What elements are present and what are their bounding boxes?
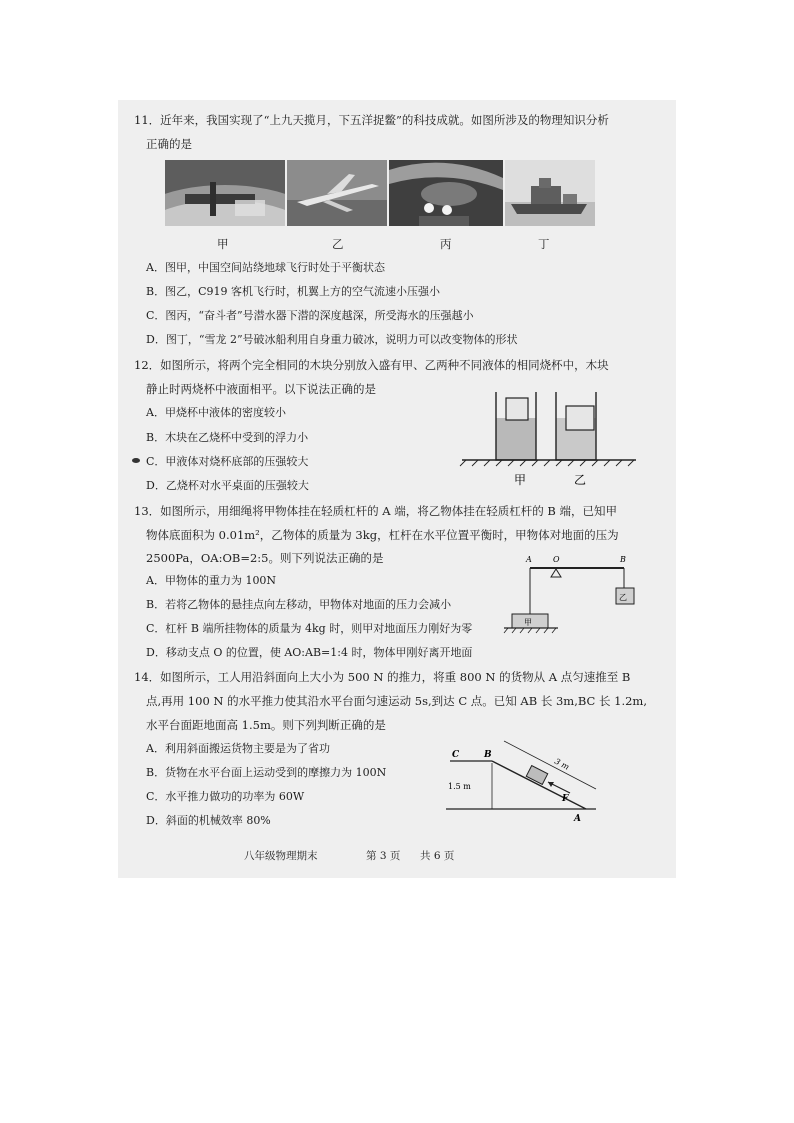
caption-yi: 乙 — [332, 237, 344, 251]
q14-option-a: A．利用斜面搬运货物主要是为了省功 — [146, 742, 330, 755]
photo-fendouzhe-submersible — [389, 160, 503, 226]
q12-label-jia: 甲 — [514, 473, 527, 487]
q11-option-c: C．图丙，“奋斗者”号潜水器下潜的深度越深，所受海水的压强越小 — [146, 309, 474, 322]
q12-option-b: B．木块在乙烧杯中受到的浮力小 — [146, 431, 309, 444]
q13-stem-line1: 13．如图所示，用细绳将甲物体挂在轻质杠杆的 A 端，将乙物体挂在轻质杠杆的 B 端，已知甲 — [134, 504, 618, 518]
caption-bing: 丙 — [440, 237, 452, 251]
q12-option-c: C．甲液体对烧杯底部的压强较大 — [146, 455, 309, 468]
photo-space-station — [165, 160, 285, 226]
q12-option-a: A．甲烧杯中液体的密度较小 — [146, 406, 286, 419]
q14-label-height: 1.5 m — [448, 782, 471, 791]
caption-jia: 甲 — [217, 237, 229, 251]
q13-label-b: B — [620, 555, 626, 564]
photo-c919-airliner — [287, 160, 387, 226]
q13-lever-figure — [500, 552, 650, 644]
caption-ding: 丁 — [538, 237, 550, 251]
q14-label-a: A — [574, 814, 581, 824]
q13-label-o: O — [553, 555, 560, 564]
q13-option-b: B．若将乙物体的悬挂点向左移动，甲物体对地面的压力会减小 — [146, 598, 452, 611]
q14-stem-line3: 水平台面距地面高 1.5m。则下列判断正确的是 — [146, 718, 386, 732]
q13-option-c: C．杠杆 B 端所挂物体的质量为 4kg 时，则甲对地面压力刚好为零 — [146, 622, 473, 635]
q13-option-a: A．甲物体的重力为 100N — [146, 574, 277, 587]
pencil-mark — [132, 458, 140, 463]
q12-beakers-figure — [458, 388, 648, 488]
q14-label-f: F — [562, 794, 569, 804]
q11-option-a: A．图甲，中国空间站绕地球飞行时处于平衡状态 — [146, 261, 385, 274]
footer-page-number: 第 3 页 — [366, 850, 401, 862]
q14-option-d: D．斜面的机械效率 80% — [146, 814, 271, 827]
q14-stem-line1: 14．如图所示，工人用沿斜面向上大小为 500 N 的推力，将重 800 N 的货物从 A 点匀速推至 B — [134, 670, 631, 684]
q11-stem-line2: 正确的是 — [146, 137, 192, 151]
q11-option-b: B．图乙，C919 客机飞行时，机翼上方的空气流速小压强小 — [146, 285, 440, 298]
footer-total-pages: 共 6 页 — [420, 850, 455, 862]
q13-label-jia: 甲 — [524, 618, 532, 627]
photo-xuelong2-icebreaker — [505, 160, 595, 226]
q14-label-b: B — [484, 750, 492, 760]
q14-label-length: 3 m — [553, 756, 571, 772]
q12-option-d: D．乙烧杯对水平桌面的压强较大 — [146, 479, 309, 492]
q14-stem-line2: 点,再用 100 N 的水平推力使其沿水平台面匀速运动 5s,到达 C 点。已知 AB 长 3m,BC 长 1.2m, — [146, 694, 647, 708]
q13-stem-line3: 2500Pa，OA:OB=2:5。则下列说法正确的是 — [146, 551, 384, 565]
q14-incline-figure — [446, 733, 606, 825]
q14-label-c: C — [452, 750, 460, 760]
q11-stem-line1: 11．近年来，我国实现了“上九天揽月，下五洋捉鳖”的科技成就。如图所涉及的物理知识分析 — [134, 113, 609, 127]
q11-option-d: D．图丁，“雪龙 2”号破冰船利用自身重力破冰，说明力可以改变物体的形状 — [146, 333, 518, 346]
footer-subject: 八年级物理期末 — [244, 850, 318, 862]
q14-option-b: B．货物在水平台面上运动受到的摩擦力为 100N — [146, 766, 387, 779]
q13-option-d: D．移动支点 O 的位置，使 AO:AB=1:4 时，物体甲刚好离开地面 — [146, 646, 473, 659]
q12-stem-line1: 12．如图所示，将两个完全相同的木块分别放入盛有甲、乙两种不同液体的相同烧杯中，木块 — [134, 358, 609, 372]
q12-stem-line2: 静止时两烧杯中液面相平。以下说法正确的是 — [146, 382, 376, 396]
q13-label-yi: 乙 — [619, 593, 627, 602]
q14-option-c: C．水平推力做功的功率为 60W — [146, 790, 305, 803]
q13-stem-line2: 物体底面积为 0.01m²，乙物体的质量为 3kg，杠杆在水平位置平衡时，甲物体对地面的压为 — [146, 528, 619, 542]
q13-label-a: A — [526, 555, 532, 564]
q12-label-yi: 乙 — [574, 473, 587, 487]
